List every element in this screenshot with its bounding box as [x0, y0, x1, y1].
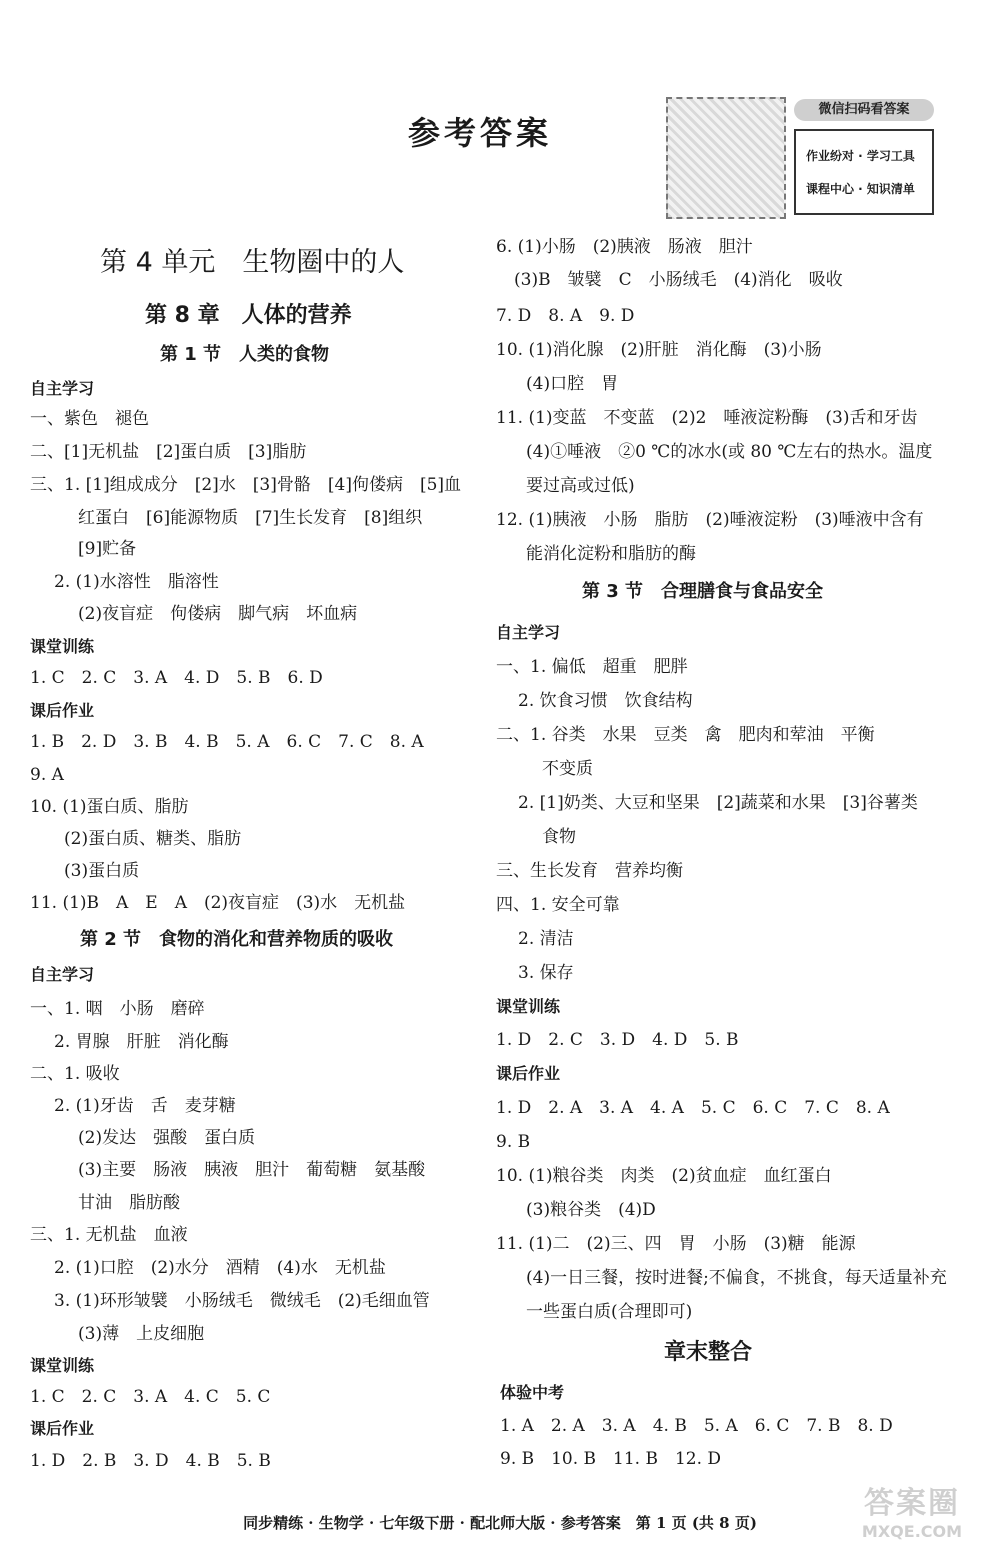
answer-line: 10. (1)粮谷类 肉类 (2)贫血症 血红蛋白 — [496, 1166, 832, 1186]
answer-line: 9. B — [496, 1132, 531, 1152]
answer-line: 1. D 2. B 3. D 4. B 5. B — [30, 1451, 271, 1471]
answer-line: 11. (1)B A E A (2)夜盲症 (3)水 无机盐 — [30, 893, 406, 913]
answer-line: (2)蛋白质、糖类、脂肪 — [64, 829, 242, 849]
answer-line: 1. C 2. C 3. A 4. C 5. C — [30, 1387, 271, 1407]
answer-line: (4)口腔 胃 — [526, 374, 619, 394]
stamp-line-1: 作业纷对 · 学习工具 — [806, 149, 915, 163]
section-heading: 第 2 节 食物的消化和营养物质的吸收 — [80, 929, 394, 950]
stamp-line-2: 课程中心 · 知识清单 — [806, 182, 915, 196]
answer-line: 9. A — [30, 765, 64, 785]
answer-line: 2. [1]奶类、大豆和坚果 [2]蔬菜和水果 [3]谷薯类 — [518, 793, 918, 813]
answer-line: (4)①唾液 ②0 ℃的冰水(或 80 ℃左右的热水。温度 — [526, 442, 933, 462]
answer-line: 三、1. 无机盐 血液 — [30, 1225, 188, 1245]
answer-line: 12. (1)胰液 小肠 脂肪 (2)唾液淀粉 (3)唾液中含有 — [496, 510, 924, 530]
answer-line: 1. A 2. A 3. A 4. B 5. A 6. C 7. B 8. D — [500, 1416, 893, 1436]
answer-line: 二、1. 吸收 — [30, 1064, 120, 1084]
answer-line: 一、1. 咽 小肠 磨碎 — [30, 999, 205, 1019]
answer-line: (4)一日三餐，按时进餐;不偏食，不挑食，每天适量补充 — [526, 1268, 947, 1288]
answer-line: 要过高或过低) — [526, 476, 635, 496]
answer-line: 2. (1)牙齿 舌 麦芽糖 — [54, 1096, 236, 1116]
watermark-text: 答案圈 — [864, 1486, 960, 1521]
answer-line: 9. B 10. B 11. B 12. D — [500, 1449, 722, 1469]
answer-line: [9]贮备 — [78, 539, 137, 559]
chapter-heading: 章末整合 — [664, 1340, 753, 1365]
page-footer: 同步精练 · 生物学 · 七年级下册 · 配北师大版 · 参考答案 第 1 页 (共 8 页) — [243, 1514, 757, 1532]
answer-line: 四、1. 安全可靠 — [496, 895, 620, 915]
answer-line: 一、1. 偏低 超重 肥胖 — [496, 657, 688, 677]
sub-heading: 课后作业 — [30, 701, 95, 720]
answer-line: 一些蛋白质(合理即可) — [526, 1302, 693, 1322]
sub-heading: 体验中考 — [500, 1383, 565, 1402]
answer-line: 不变质 — [542, 759, 593, 779]
watermark-logo — [842, 1478, 982, 1550]
sub-heading: 课后作业 — [30, 1419, 95, 1438]
answer-line: 食物 — [542, 827, 576, 847]
answer-line: 6. (1)小肠 (2)胰液 肠液 胆汁 — [496, 237, 753, 257]
sub-heading: 自主学习 — [496, 623, 561, 642]
section-heading: 第 1 节 人类的食物 — [160, 344, 330, 365]
answer-line: 一、紫色 褪色 — [30, 409, 149, 429]
answer-line: (3)粮谷类 (4)D — [526, 1200, 656, 1220]
answer-line: 11. (1)二 (2)三、四 胃 小肠 (3)糖 能源 — [496, 1234, 856, 1254]
answer-line: (3)B 皱襞 C 小肠绒毛 (4)消化 吸收 — [514, 270, 843, 290]
chapter-heading: 第 8 章 人体的营养 — [145, 303, 352, 328]
answer-line: 3. (1)环形皱襞 小肠绒毛 微绒毛 (2)毛细血管 — [54, 1291, 430, 1311]
answer-line: 10. (1)蛋白质、脂肪 — [30, 797, 189, 817]
answer-line: (3)蛋白质 — [64, 861, 140, 881]
answer-line: (2)发达 强酸 蛋白质 — [78, 1128, 256, 1148]
answer-line: (2)夜盲症 佝偻病 脚气病 坏血病 — [78, 604, 358, 624]
watermark-url: MXQE.COM — [861, 1522, 963, 1541]
answer-line: 1. D 2. A 3. A 4. A 5. C 6. C 7. C 8. A — [496, 1098, 890, 1118]
stamp-banner: 微信扫码看答案 — [794, 99, 934, 121]
answer-line: 甘油 脂肪酸 — [78, 1193, 180, 1213]
sub-heading: 自主学习 — [30, 379, 95, 398]
qr-stamp — [666, 97, 938, 219]
unit-heading: 第 4 单元 生物圈中的人 — [100, 247, 405, 278]
section-heading: 第 3 节 合理膳食与食品安全 — [582, 581, 824, 602]
answer-line: 1. B 2. D 3. B 4. B 5. A 6. C 7. C 8. A — [30, 732, 424, 752]
sub-heading: 课堂训练 — [30, 1356, 95, 1375]
answer-line: 三、生长发育 营养均衡 — [496, 861, 683, 881]
answer-line: 能消化淀粉和脂肪的酶 — [526, 544, 696, 564]
page-title: 参考答案 — [407, 114, 552, 152]
answer-line: 红蛋白 [6]能源物质 [7]生长发育 [8]组织 — [78, 508, 423, 528]
sub-heading: 课堂训练 — [496, 997, 561, 1016]
answer-line: 2. (1)水溶性 脂溶性 — [54, 572, 219, 592]
sub-heading: 课后作业 — [496, 1064, 561, 1083]
sub-heading: 自主学习 — [30, 965, 95, 984]
sub-heading: 课堂训练 — [30, 637, 95, 656]
answer-line: 3. 保存 — [518, 963, 574, 983]
answer-line: 1. D 2. C 3. D 4. D 5. B — [496, 1030, 739, 1050]
answer-line: 二、[1]无机盐 [2]蛋白质 [3]脂肪 — [30, 442, 307, 462]
answer-line: 2. 清洁 — [518, 929, 574, 949]
answer-line: 2. 胃腺 肝脏 消化酶 — [54, 1032, 229, 1052]
answer-line: 2. 饮食习惯 饮食结构 — [518, 691, 693, 711]
answer-line: 二、1. 谷类 水果 豆类 禽 肥肉和荤油 平衡 — [496, 725, 875, 745]
answer-line: 三、1. [1]组成成分 [2]水 [3]骨骼 [4]佝偻病 [5]血 — [30, 475, 462, 495]
answer-line: (3)主要 肠液 胰液 胆汁 葡萄糖 氨基酸 — [78, 1160, 426, 1180]
answer-line: 10. (1)消化腺 (2)肝脏 消化酶 (3)小肠 — [496, 340, 822, 360]
answer-line: 2. (1)口腔 (2)水分 酒精 (4)水 无机盐 — [54, 1258, 386, 1278]
answer-line: (3)薄 上皮细胞 — [78, 1324, 205, 1344]
answer-line: 1. C 2. C 3. A 4. D 5. B 6. D — [30, 668, 323, 688]
answer-line: 11. (1)变蓝 不变蓝 (2)2 唾液淀粉酶 (3)舌和牙齿 — [496, 408, 918, 428]
qr-code-icon — [666, 97, 786, 219]
answer-line: 7. D 8. A 9. D — [496, 306, 635, 326]
stamp-box — [794, 129, 934, 215]
